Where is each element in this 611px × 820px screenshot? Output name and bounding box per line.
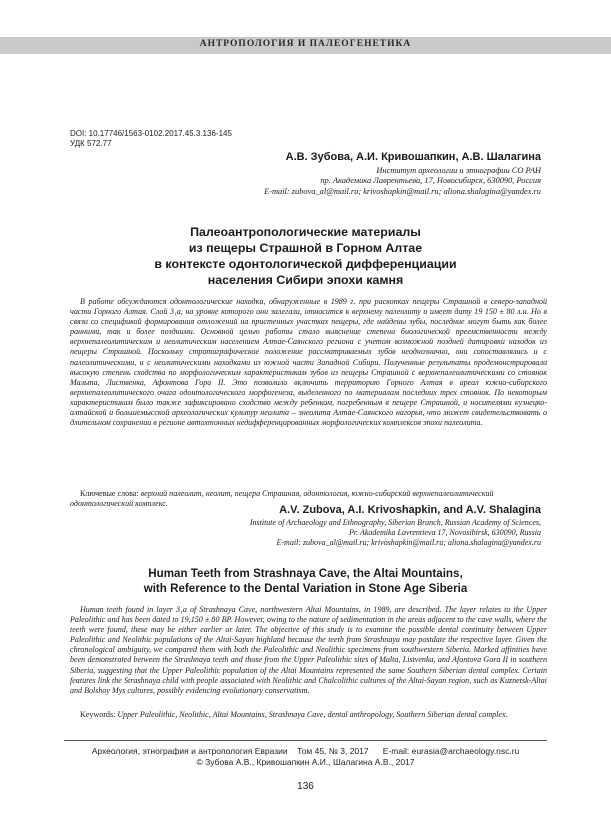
udk: УДК 572.77 [70,139,112,148]
footer-volume: Том 45, № 3, 2017 [297,746,369,756]
keywords-ru-text: верхний палеолит, неолит, пещера Страшная, одонтология, южно-сибирский верхнепалеолитический одонтологический комплекс. [70,489,494,509]
affiliation-ru-line: пр. Академика Лаврентьева, 17, Новосибирск, 630090, Россия [320,176,541,186]
keywords-en [70,710,547,720]
page-number: 136 [297,781,314,792]
title-en-line: Human Teeth from Strashnaya Cave, the Altai Mountains, [148,567,463,580]
doi: DOI: 10.17746/1563-0102.2017.45.3.136-145 [70,129,232,138]
footer-journal: Археология, этнография и антропология Евразии [91,746,288,756]
running-header: АНТРОПОЛОГИЯ И ПАЛЕОГЕНЕТИКА [199,39,412,49]
footer-copyright: © Зубова А.В., Кривошапкин А.И., Шалагина А.В., 2017 [196,757,415,767]
abstract-en: Human teeth found in layer 3₁a of Strashnaya Cave, northwestern Altai Mountains, in 1989, are described. The layer relates to the Upper Paleolithic and has been dated to 19,150 ± 80 BP. However, owing to the nature of sedimentation in the areas adjacent to the cave walls, where the teeth were found, these may be either earlier or later. The objective of this study is to examine the possible dental continuity between Upper Paleolithic and Neolithic populations of the Altai-Sayan highland because the teeth from Strashnaya may postdate the respective layer. Given the chronological ambiguity, we compared them with both the Paleolithic and Neolithic specimens from southwestern Siberia. Marked affinities have been demonstrated between the Strashnaya teeth and those from the Upper Paleolithic sites of Malta, Listvenka, and Afontova Gora II in southern Siberia, suggesting that the Upper Paleolithic population of the Altai Mountains represented the same Southern Siberian dental complex. Certain features link the Strashnaya child with people associated with Neolithic and Chalcolithic cultures of the Altai-Sayan region, such as Kuznetsk-Altai and Bolshoy Mys cultures, possibly evidencing evolutionary conservatism. [70,605,547,695]
footer-email: E-mail: eurasia@archaeology.nsc.ru [382,746,520,756]
affiliation-en-email: E-mail: zubova_al@mail.ru; krivoshapkin@mail.ru; aliona.shalagina@yandex.ru [276,538,541,548]
title-ru [100,224,511,288]
affiliation-ru-email: E-mail: zubova_al@mail.ru; krivoshapkin@mail.ru; aliona.shalagina@yandex.ru [264,186,541,196]
affiliation-ru-line: Институт археологии и этнографии СО РАН [376,166,541,175]
keywords-en-text: Upper Paleolithic, Neolithic, Altai Mountains, Strashnaya Cave, dental anthropology, Southern Siberian dental complex. [117,710,508,719]
authors-en: A.V. Zubova, A.I. Krivoshapkin, and A.V. Shalagina [279,504,541,516]
title-ru-line: из пещеры Страшной в Горном Алтае [188,241,423,255]
footer-divider [64,740,547,741]
keywords-ru-label: Ключевые слова: [80,489,139,498]
title-ru-line: населения Сибири эпохи камня [207,273,404,287]
abstract-ru: В работе обсуждаются одонтологические находки, обнаруженные в 1989 г. при раскопках пещеры Страшной в северо-западной части Горного Алтая. Слой 3₁а, на уровне которого они залегали, относится к верхнему палеолиту и имеет дату 19 150 ± 80 л.н. Но в связи со спецификой формирования отложений на пристенных участках пещеры, где найдены зубы, последние могут быть как более ранними, так и более поздними. Основной целью работы стало выяснение степени биологической преемственности между верхнепалеолитическим и неолитическим населением Алтае-Саянского региона с учетом возможной поздней датировки находок из пещеры Страшной. Поскольку стратиграфическое положение рассматриваемых зубов неоднозначно, они сопоставлялись и с палеолитическими, и с неолитическими находками из южной части Западной Сибири. Полученные результаты продемонстрировали высокую степень сходства по морфологическим характеристикам зубов из пещеры Страшной с верхнепалеолитическими со стоянок Мальта, Лиственка, Афонтова Гора II. Это позволило включить территорию Горного Алтая в ареал южно-сибирского верхнепалеолитического очага одонтологического морфогенеза, выделенного по материалам последних трех стоянок. По некоторым характеристикам было также зафиксировано сходство между ребенком, погребенным в пещере Страшной, и носителями кузнецко-алтайской и большемысской археологических культур неолита – энеолита Алтае-Саянского нагорья, что может свидетельствовать о длительном сохранении в регионе автохтонных недифференцированных морфологических комплексов эпохи палеолита. [70,297,547,428]
affiliation-en [161,518,541,549]
keywords-en-label: Keywords: [80,710,116,719]
affiliation-en-line: Pr. Akademika Lavrentieva 17, Novosibirsk, 630090, Russia [349,528,541,538]
title-en [90,566,521,596]
authors-ru: А.В. Зубова, А.И. Кривошапкин, А.В. Шалагина [285,151,541,163]
affiliation-en-line: Institute of Archaeology and Ethnography, Siberian Branch, Russian Academy of Sciences, [249,518,541,527]
affiliation-ru [181,166,541,197]
title-ru-line: Палеоантропологические материалы [190,225,421,239]
title-en-line: with Reference to the Dental Variation in Stone Age Siberia [143,582,468,595]
footer-journal-line [64,746,547,756]
title-ru-line: в контексте одонтологической дифференциации [154,257,457,271]
